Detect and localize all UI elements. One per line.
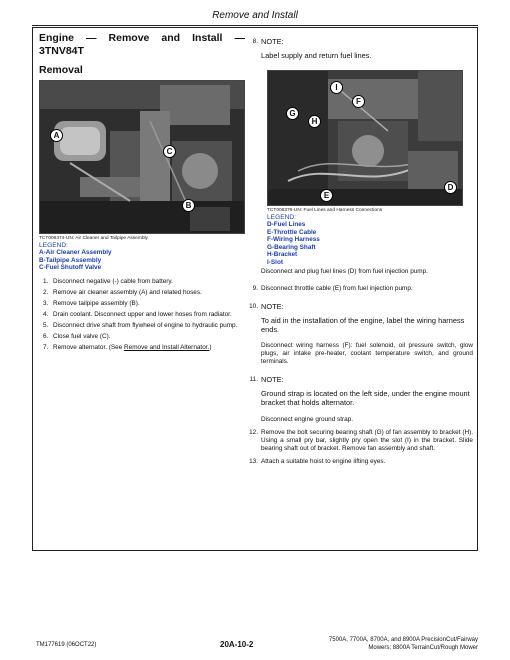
figure2-meta [267,208,473,267]
legend-item: I-Slot [267,258,283,266]
callout-g: G [286,107,299,120]
step-number: 6. [43,332,49,340]
callout-i: I [330,81,343,94]
page-number: 20A-10-2 [220,640,254,649]
step-4 [39,311,245,319]
legend-item: G-Bearing Shaft [267,243,316,251]
section-title [39,32,245,58]
callout-f: F [352,95,365,108]
step-number: 5. [43,321,49,329]
engine-illustration [40,81,245,234]
step-12 [247,429,473,453]
step-text: Disconnect throttle cable (E) from fuel injection pump. [261,284,413,292]
callout-h: H [308,115,321,128]
title-word: Install [192,32,223,44]
step-number: 10. [249,302,258,310]
left-column [39,32,245,355]
title-word: Engine [39,32,75,44]
model-list [329,636,478,652]
model-line: 7500A, 7700A, 8700A, and 8900A PrecisionCut/Fairway [328,637,478,643]
right-column [247,38,473,466]
step-text: Attach a suitable hoist to engine lifting eyes. [261,457,386,465]
step-6 [39,333,245,341]
step-2 [39,289,245,297]
step-text: Remove tailpipe assembly (B). [53,299,140,307]
step-number: 11. [249,375,258,383]
title-word: Remove [108,32,150,44]
step-text: Close fuel valve (C). [53,332,111,340]
step-number: 2. [43,288,49,296]
step-10 [247,303,473,311]
step-number: 13. [249,457,258,465]
note-text: To aid in the installation of the engine, label the wiring harness ends. [261,315,465,334]
note-label: NOTE: [261,301,284,311]
header-title: Remove and Install [212,10,298,21]
callout-c: C [163,145,176,158]
page-footer [32,636,478,656]
note-label: NOTE: [261,37,284,46]
step-7 [39,344,245,352]
callout-e: E [320,189,333,202]
legend-item: A-Air Cleaner Assembly [39,249,112,256]
page-header [32,8,478,26]
step-number: 9. [252,284,258,292]
alternator-procedure-link[interactable]: Remove and Install Alternator. [124,343,210,351]
note-label: NOTE: [261,374,284,384]
removal-steps [39,278,245,352]
removal-heading: Removal [39,64,83,76]
step-text: Disconnect negative (-) cable from battery. [53,277,173,285]
callout-b: B [182,199,195,212]
step-9 [247,285,473,293]
figure1-caption: TCT006374-UN: Air Cleaner and Tailpipe Assembly [39,236,148,241]
legend-item: C-Fuel Shutoff Valve [39,264,102,272]
engine-photo-air-cleaner [39,80,245,234]
legend-item: F-Wiring Harness [267,236,320,244]
step-13 [247,458,473,466]
engine-photo-fuel-lines [267,70,463,206]
step-text-post: ) [209,343,212,351]
step-text-pre: Remove alternator. (See [53,343,125,351]
legend-item: B-Tailpipe Assembly [39,256,102,264]
step-11 [247,376,473,384]
callout-a: A [50,129,63,142]
title-word: — [234,32,245,44]
title-line-2: 3TNV84T [39,45,84,57]
legend-item: H-Bracket [267,251,298,259]
model-line: Mowers; 8800A TerrainCut/Rough Mower [368,645,478,651]
step-number: 3. [43,299,49,307]
figure2-legend-title: LEGEND: [267,214,296,221]
title-line-1 [39,32,245,45]
step-number: 12. [249,428,258,436]
note-text: Ground strap is located on the left side, under the engine mount bracket that holds alternator. [261,388,470,407]
legend-item: E-Throttle Cable [267,228,317,236]
step-8 [247,38,473,46]
fuel-lines-illustration [268,71,463,206]
content-frame [32,27,478,551]
step-text: Disconnect drive shaft from flywheel of engine to hydraulic pump. [53,321,238,329]
figure2-caption: TCT006376-UN: Fuel Lines and Harness Connections [267,208,383,213]
document-id: TM177619 (06OCT22) [36,642,97,648]
step-text [53,344,245,352]
step-text: Remove the bolt securing bearing shaft (G) of fan assembly to bracket (H). Using a small pry bar, slightly pry open the slot (I) in the bracket. Slide bearing shaft out of bracket. Remove fan assembly and shaft. [261,428,473,452]
step-text: Remove air cleaner assembly (A) and related hoses. [53,288,202,296]
fuel-line-instruction: Disconnect and plug fuel lines (D) from fuel injection pump. [261,267,428,275]
step-number: 7. [43,343,49,351]
legend-item: D-Fuel Lines [267,221,306,228]
callout-d: D [444,181,457,194]
step-text: Drain coolant. Disconnect upper and lower hoses from radiator. [53,310,232,318]
harness-instruction: Disconnect wiring harness (F): fuel solenoid, oil pressure switch, glow plugs, air intake pre-heater, coolant temperature switch, and ground terminals. [261,341,473,365]
step-5 [39,322,245,330]
figure1-legend-title: LEGEND: [39,242,68,249]
title-word: and [161,32,181,44]
step-3 [39,300,245,308]
note-text: Label supply and return fuel lines. [261,51,372,60]
step-number: 1. [43,277,49,285]
ground-strap-instruction: Disconnect engine ground strap. [261,415,354,423]
title-word: — [86,32,97,44]
step-number: 4. [43,310,49,318]
step-1 [39,278,245,286]
step-number: 8. [252,38,258,45]
